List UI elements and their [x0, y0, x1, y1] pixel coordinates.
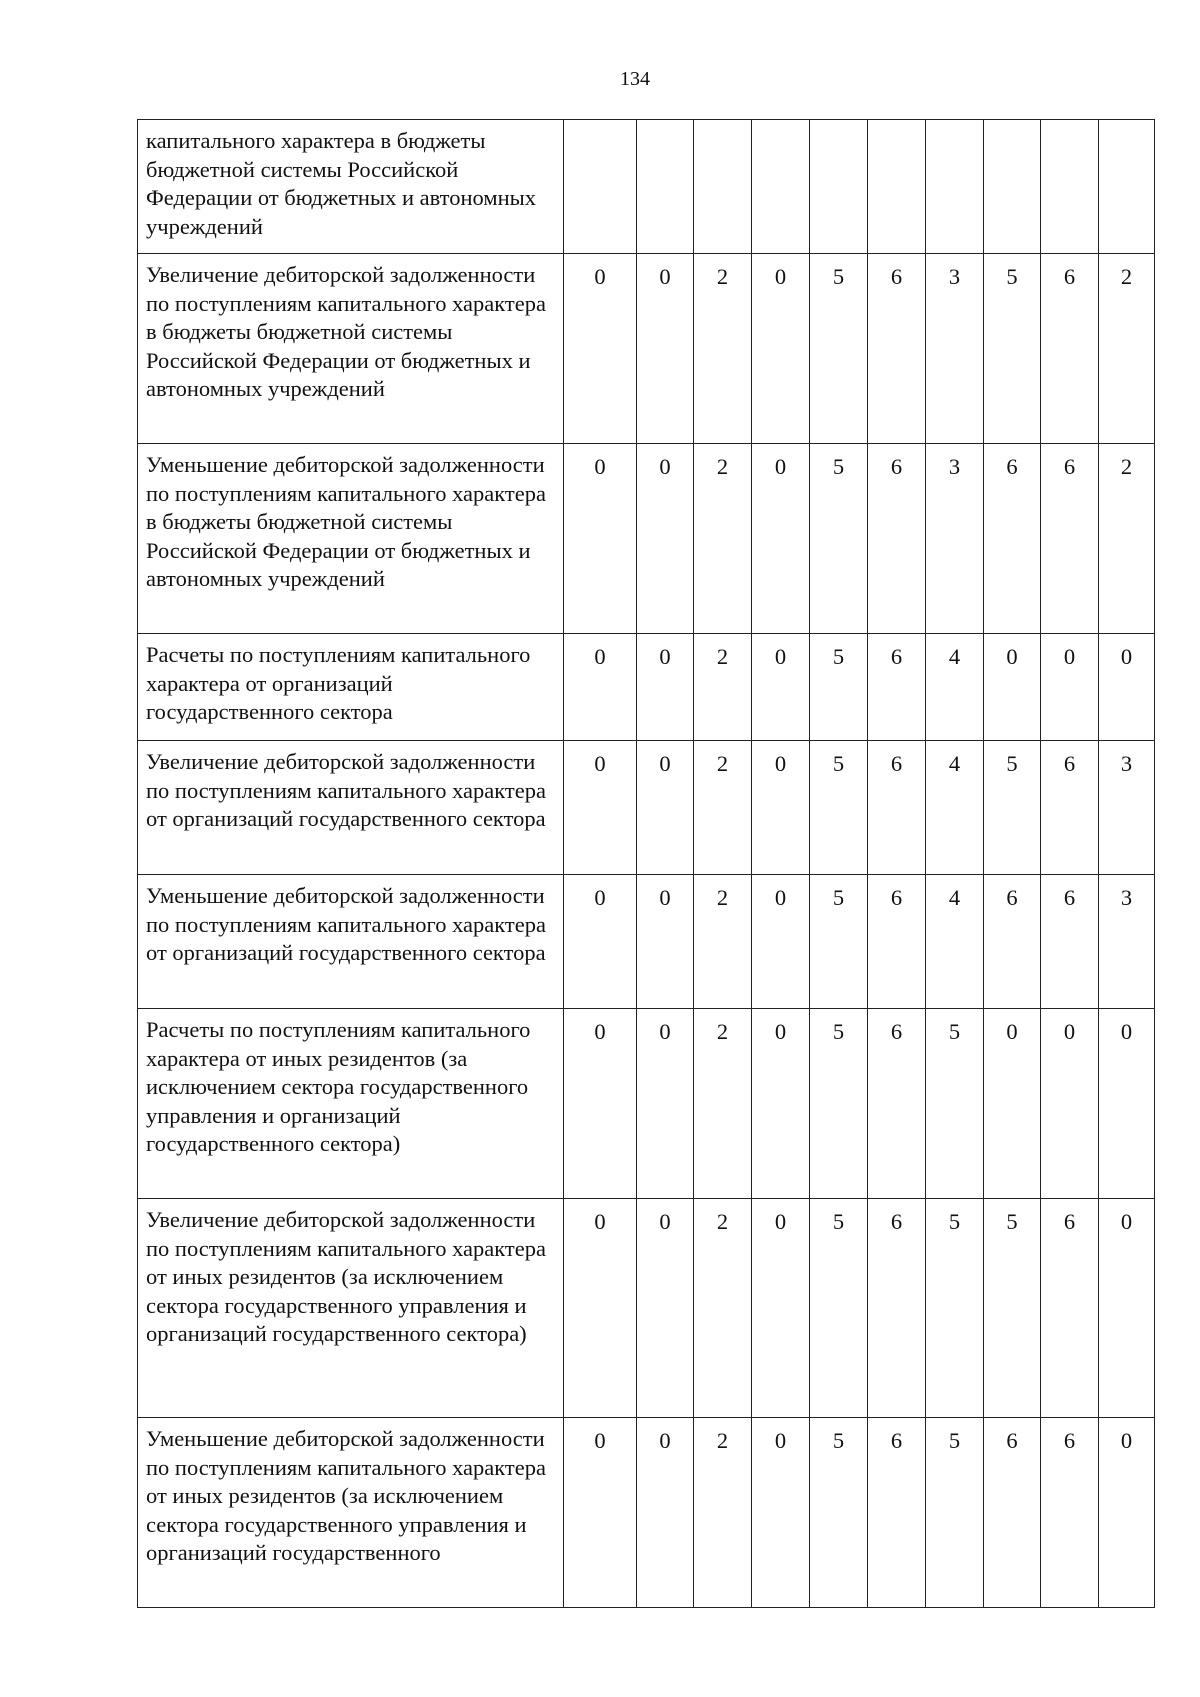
code-digit-cell: 6 — [868, 1009, 926, 1199]
code-digit-cell: 0 — [637, 1418, 694, 1608]
code-digit-cell: 0 — [637, 741, 694, 875]
table-row — [138, 444, 1155, 634]
code-digit-cell: 6 — [868, 1418, 926, 1608]
code-digit-cell: 6 — [868, 741, 926, 875]
code-digit-cell: 5 — [926, 1418, 984, 1608]
row-description: Расчеты по поступлениям капитального характера от иных резидентов (за исключением сектора государственного управления и организаций государственного сектора) — [138, 1009, 564, 1199]
code-digit-cell: 0 — [752, 1199, 810, 1418]
table-row — [138, 741, 1155, 875]
code-digit-cell: 0 — [1099, 1199, 1155, 1418]
code-digit-cell: 0 — [752, 1009, 810, 1199]
code-digit-cell: 6 — [868, 254, 926, 444]
code-digit-cell: 6 — [1041, 444, 1099, 634]
code-digit-cell: 2 — [694, 741, 752, 875]
code-digit-cell: 5 — [984, 1199, 1041, 1418]
code-digit-cell: 0 — [564, 444, 637, 634]
code-digit-cell: 3 — [926, 444, 984, 634]
code-digit-cell: 0 — [564, 254, 637, 444]
code-digit-cell: 0 — [564, 1418, 637, 1608]
code-digit-cell — [868, 120, 926, 254]
code-digit-cell: 0 — [984, 634, 1041, 741]
code-digit-cell: 5 — [810, 1199, 868, 1418]
code-digit-cell: 6 — [984, 444, 1041, 634]
row-description: Уменьшение дебиторской задолженности по поступлениям капитального характера в бюджеты бюджетной системы Российской Федерации от бюджетных и автономных учреждений — [138, 444, 564, 634]
code-digit-cell: 5 — [810, 1418, 868, 1608]
code-digit-cell: 0 — [637, 254, 694, 444]
code-digit-cell: 4 — [926, 875, 984, 1009]
code-digit-cell: 5 — [810, 254, 868, 444]
code-digit-cell: 6 — [1041, 1199, 1099, 1418]
code-digit-cell: 0 — [752, 634, 810, 741]
code-digit-cell: 0 — [752, 254, 810, 444]
code-digit-cell: 2 — [694, 875, 752, 1009]
row-description: Уменьшение дебиторской задолженности по поступлениям капитального характера от иных резидентов (за исключением сектора государственного управления и организаций государственного — [138, 1418, 564, 1608]
code-digit-cell: 5 — [810, 741, 868, 875]
row-description: Увеличение дебиторской задолженности по поступлениям капитального характера от иных резидентов (за исключением сектора государственного управления и организаций государственного сектора) — [138, 1199, 564, 1418]
code-digit-cell: 0 — [637, 1009, 694, 1199]
code-digit-cell: 0 — [637, 875, 694, 1009]
table-row — [138, 1009, 1155, 1199]
code-digit-cell: 0 — [1041, 634, 1099, 741]
code-digit-cell: 6 — [1041, 875, 1099, 1009]
code-digit-cell: 0 — [1099, 634, 1155, 741]
code-digit-cell: 5 — [984, 741, 1041, 875]
page-number: 134 — [620, 68, 650, 90]
code-digit-cell: 0 — [637, 634, 694, 741]
code-digit-cell — [1099, 120, 1155, 254]
code-digit-cell: 5 — [810, 444, 868, 634]
code-digit-cell: 3 — [926, 254, 984, 444]
code-digit-cell — [810, 120, 868, 254]
code-digit-cell: 5 — [926, 1009, 984, 1199]
code-digit-cell: 0 — [564, 634, 637, 741]
code-digit-cell: 6 — [868, 1199, 926, 1418]
code-digit-cell: 6 — [1041, 254, 1099, 444]
code-digit-cell: 0 — [1041, 1009, 1099, 1199]
table-row — [138, 1199, 1155, 1418]
code-digit-cell: 2 — [1099, 444, 1155, 634]
code-digit-cell: 5 — [810, 875, 868, 1009]
code-digit-cell: 0 — [564, 741, 637, 875]
table-row — [138, 875, 1155, 1009]
table-row — [138, 120, 1155, 254]
code-digit-cell: 6 — [984, 875, 1041, 1009]
row-description: Увеличение дебиторской задолженности по поступлениям капитального характера в бюджеты бюджетной системы Российской Федерации от бюджетных и автономных учреждений — [138, 254, 564, 444]
code-digit-cell — [694, 120, 752, 254]
code-digit-cell: 3 — [1099, 741, 1155, 875]
code-digit-cell: 2 — [694, 254, 752, 444]
code-digit-cell: 6 — [984, 1418, 1041, 1608]
code-digit-cell: 0 — [984, 1009, 1041, 1199]
code-digit-cell: 6 — [868, 444, 926, 634]
code-digit-cell: 5 — [926, 1199, 984, 1418]
code-digit-cell: 4 — [926, 634, 984, 741]
table-body — [138, 120, 1155, 1608]
code-digit-cell: 0 — [637, 444, 694, 634]
code-digit-cell: 0 — [1099, 1009, 1155, 1199]
row-description: Расчеты по поступлениям капитального характера от организаций государственного сектора — [138, 634, 564, 741]
code-digit-cell: 0 — [752, 1418, 810, 1608]
code-digit-cell: 0 — [752, 741, 810, 875]
code-digit-cell — [637, 120, 694, 254]
code-digit-cell: 2 — [694, 1009, 752, 1199]
code-digit-cell: 5 — [810, 634, 868, 741]
code-digit-cell — [1041, 120, 1099, 254]
code-digit-cell: 2 — [694, 1199, 752, 1418]
code-digit-cell: 0 — [752, 444, 810, 634]
code-digit-cell: 4 — [926, 741, 984, 875]
code-digit-cell: 0 — [752, 875, 810, 1009]
row-description: Увеличение дебиторской задолженности по поступлениям капитального характера от организаций государственного сектора — [138, 741, 564, 875]
code-digit-cell — [564, 120, 637, 254]
code-digit-cell — [752, 120, 810, 254]
row-description: капитального характера в бюджеты бюджетной системы Российской Федерации от бюджетных и автономных учреждений — [138, 120, 564, 254]
code-digit-cell: 5 — [984, 254, 1041, 444]
account-codes-table — [137, 119, 1155, 1608]
table-row — [138, 634, 1155, 741]
row-description: Уменьшение дебиторской задолженности по поступлениям капитального характера от организаций государственного сектора — [138, 875, 564, 1009]
code-digit-cell: 3 — [1099, 875, 1155, 1009]
code-digit-cell — [926, 120, 984, 254]
code-digit-cell: 0 — [1099, 1418, 1155, 1608]
code-digit-cell: 0 — [637, 1199, 694, 1418]
code-digit-cell: 2 — [694, 1418, 752, 1608]
code-digit-cell: 5 — [810, 1009, 868, 1199]
code-digit-cell: 6 — [1041, 1418, 1099, 1608]
code-digit-cell: 6 — [868, 875, 926, 1009]
code-digit-cell: 0 — [564, 1009, 637, 1199]
code-digit-cell: 2 — [1099, 254, 1155, 444]
code-digit-cell: 2 — [694, 444, 752, 634]
code-digit-cell: 6 — [868, 634, 926, 741]
code-digit-cell — [984, 120, 1041, 254]
table-row — [138, 1418, 1155, 1608]
table-row — [138, 254, 1155, 444]
code-digit-cell: 0 — [564, 875, 637, 1009]
code-digit-cell: 2 — [694, 634, 752, 741]
code-digit-cell: 6 — [1041, 741, 1099, 875]
code-digit-cell: 0 — [564, 1199, 637, 1418]
